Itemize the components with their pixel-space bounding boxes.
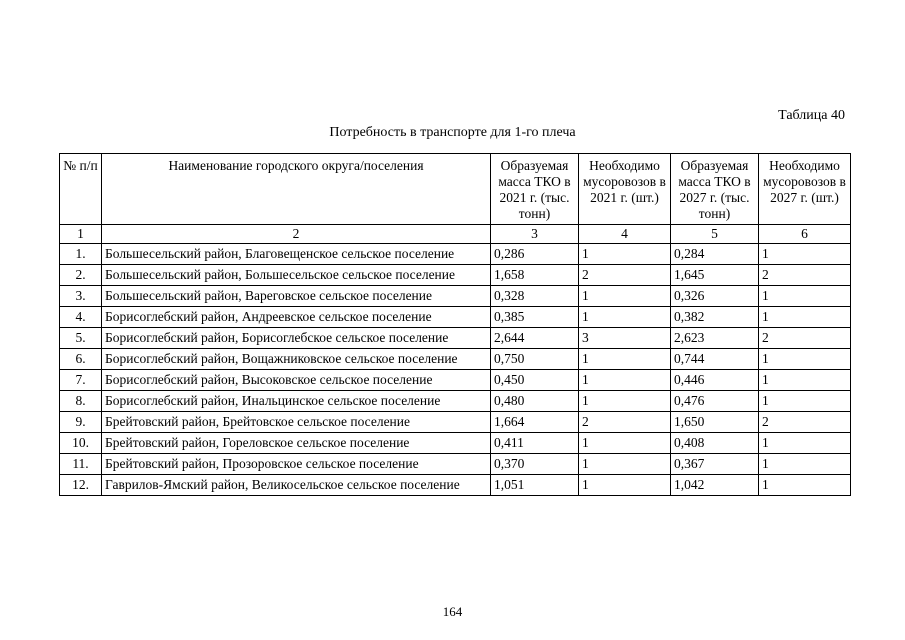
trucks-2021: 1: [579, 475, 671, 496]
mass-2021: 0,385: [491, 307, 579, 328]
header-mass-2027: Образуемая масса ТКО в 2027 г. (тыс. тонн): [671, 154, 759, 225]
trucks-2021: 1: [579, 349, 671, 370]
row-number: 5.: [60, 328, 102, 349]
header-number: № п/п: [60, 154, 102, 225]
mass-2027: 0,408: [671, 433, 759, 454]
settlement-name: Брейтовский район, Гореловское сельское поселение: [102, 433, 491, 454]
column-number-row: [60, 225, 851, 244]
row-number: 11.: [60, 454, 102, 475]
trucks-2021: 1: [579, 391, 671, 412]
table-row: [60, 433, 851, 454]
mass-2021: 0,411: [491, 433, 579, 454]
table-row: [60, 391, 851, 412]
settlement-name: Борисоглебский район, Вощажниковское сельское поселение: [102, 349, 491, 370]
header-trucks-2027: Необходимо мусоровозов в 2027 г. (шт.): [759, 154, 851, 225]
mass-2021: 0,286: [491, 244, 579, 265]
row-number: 6.: [60, 349, 102, 370]
row-number: 1.: [60, 244, 102, 265]
row-number: 3.: [60, 286, 102, 307]
header-name: Наименование городского округа/поселения: [102, 154, 491, 225]
row-number: 9.: [60, 412, 102, 433]
table-row: [60, 370, 851, 391]
table-row: [60, 454, 851, 475]
mass-2027: 1,645: [671, 265, 759, 286]
mass-2021: 2,644: [491, 328, 579, 349]
column-number: 6: [759, 225, 851, 244]
mass-2027: 1,042: [671, 475, 759, 496]
column-number: 5: [671, 225, 759, 244]
trucks-2021: 1: [579, 286, 671, 307]
trucks-2027: 1: [759, 307, 851, 328]
trucks-2027: 1: [759, 391, 851, 412]
trucks-2021: 1: [579, 307, 671, 328]
settlement-name: Борисоглебский район, Андреевское сельское поселение: [102, 307, 491, 328]
row-number: 8.: [60, 391, 102, 412]
trucks-2027: 1: [759, 475, 851, 496]
mass-2021: 0,450: [491, 370, 579, 391]
trucks-2027: 2: [759, 328, 851, 349]
column-number: 2: [102, 225, 491, 244]
settlement-name: Борисоглебский район, Борисоглебское сельское поселение: [102, 328, 491, 349]
mass-2021: 0,328: [491, 286, 579, 307]
mass-2027: 0,476: [671, 391, 759, 412]
table-row: [60, 328, 851, 349]
settlement-name: Борисоглебский район, Высоковское сельское поселение: [102, 370, 491, 391]
trucks-2027: 1: [759, 433, 851, 454]
trucks-2021: 2: [579, 412, 671, 433]
mass-2027: 0,744: [671, 349, 759, 370]
trucks-2021: 1: [579, 454, 671, 475]
mass-2027: 2,623: [671, 328, 759, 349]
trucks-2021: 1: [579, 244, 671, 265]
mass-2027: 0,284: [671, 244, 759, 265]
table-title: Потребность в транспорте для 1-го плеча: [329, 125, 576, 140]
settlement-name: Большесельский район, Благовещенское сельское поселение: [102, 244, 491, 265]
row-number: 4.: [60, 307, 102, 328]
mass-2021: 1,658: [491, 265, 579, 286]
settlement-name: Брейтовский район, Брейтовское сельское поселение: [102, 412, 491, 433]
mass-2021: 0,480: [491, 391, 579, 412]
trucks-2021: 2: [579, 265, 671, 286]
column-number: 3: [491, 225, 579, 244]
mass-2021: 1,051: [491, 475, 579, 496]
trucks-2021: 3: [579, 328, 671, 349]
trucks-2027: 1: [759, 349, 851, 370]
column-number: 4: [579, 225, 671, 244]
table-label: Таблица 40: [778, 108, 845, 123]
trucks-2021: 1: [579, 370, 671, 391]
mass-2027: 0,367: [671, 454, 759, 475]
page-number: 164: [442, 604, 463, 619]
table-row: [60, 475, 851, 496]
trucks-2027: 2: [759, 265, 851, 286]
trucks-2021: 1: [579, 433, 671, 454]
mass-2027: 0,382: [671, 307, 759, 328]
header-row: [60, 154, 851, 225]
settlement-name: Гаврилов-Ямский район, Великосельское сельское поселение: [102, 475, 491, 496]
settlement-name: Борисоглебский район, Инальцинское сельское поселение: [102, 391, 491, 412]
table-row: [60, 412, 851, 433]
mass-2021: 0,750: [491, 349, 579, 370]
table-row: [60, 349, 851, 370]
table-row: [60, 286, 851, 307]
trucks-2027: 2: [759, 412, 851, 433]
row-number: 12.: [60, 475, 102, 496]
transport-table: [59, 153, 851, 496]
mass-2021: 1,664: [491, 412, 579, 433]
header-mass-2021: Образуемая масса ТКО в 2021 г. (тыс. тонн): [491, 154, 579, 225]
trucks-2027: 1: [759, 370, 851, 391]
settlement-name: Большесельский район, Большесельское сельское поселение: [102, 265, 491, 286]
settlement-name: Большесельский район, Вареговское сельское поселение: [102, 286, 491, 307]
mass-2027: 0,326: [671, 286, 759, 307]
column-number: 1: [60, 225, 102, 244]
row-number: 10.: [60, 433, 102, 454]
settlement-name: Брейтовский район, Прозоровское сельское поселение: [102, 454, 491, 475]
trucks-2027: 1: [759, 244, 851, 265]
row-number: 2.: [60, 265, 102, 286]
table-row: [60, 307, 851, 328]
mass-2021: 0,370: [491, 454, 579, 475]
table-row: [60, 244, 851, 265]
mass-2027: 0,446: [671, 370, 759, 391]
header-trucks-2021: Необходимо мусоровозов в 2021 г. (шт.): [579, 154, 671, 225]
trucks-2027: 1: [759, 286, 851, 307]
table-row: [60, 265, 851, 286]
trucks-2027: 1: [759, 454, 851, 475]
mass-2027: 1,650: [671, 412, 759, 433]
row-number: 7.: [60, 370, 102, 391]
